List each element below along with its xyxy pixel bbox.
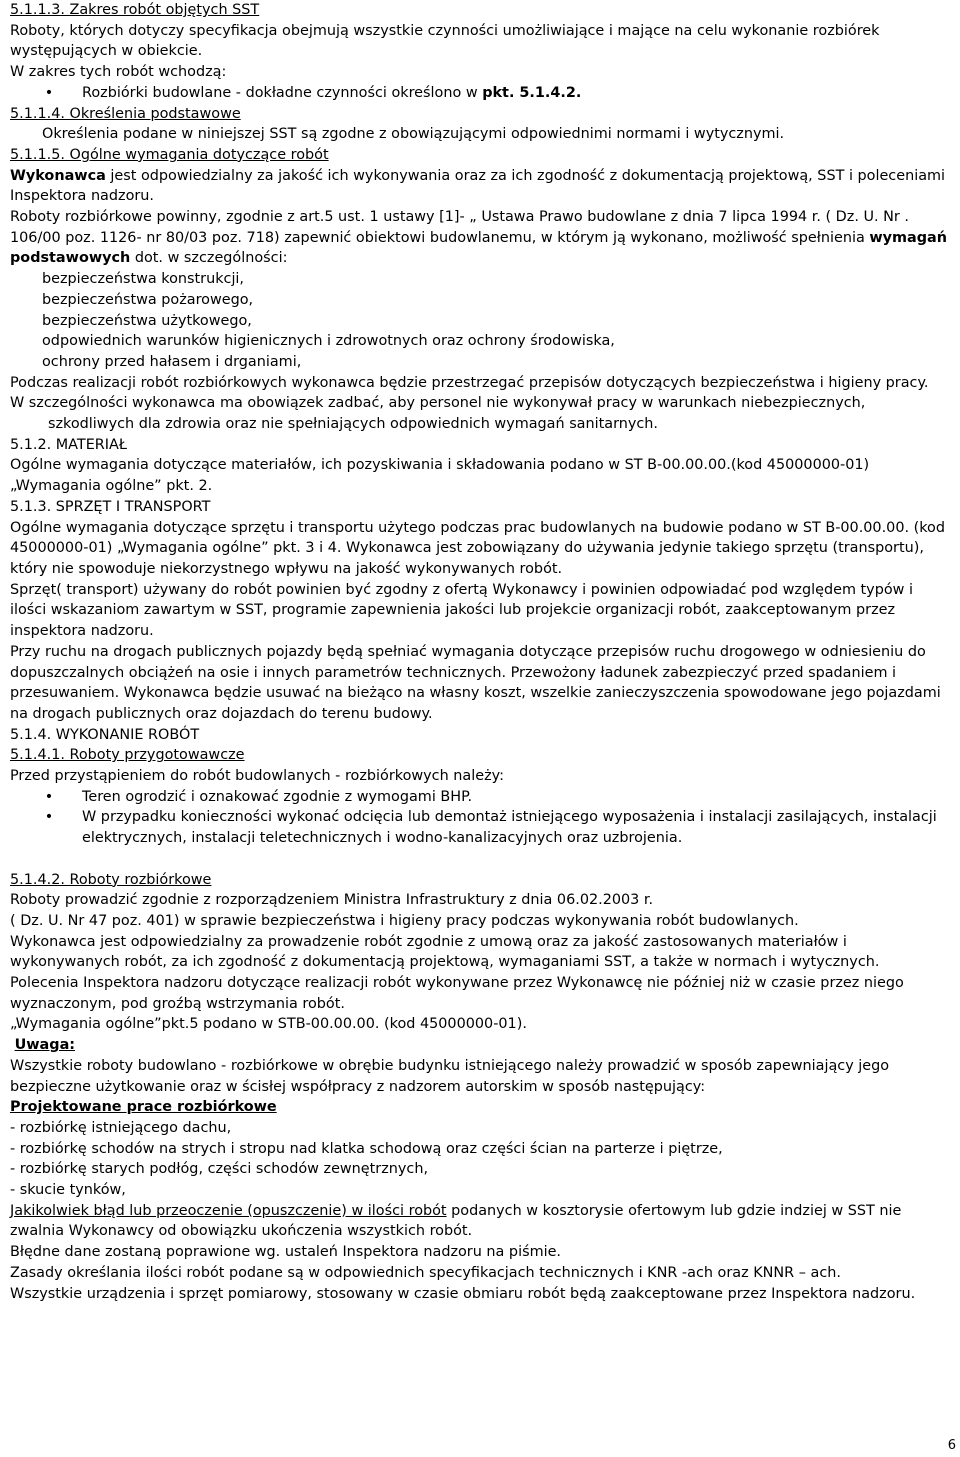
paragraph: Określenia podane w niniejszej SST są zgodne z obowiązującymi odpowiednimi normami i wytycznymi. xyxy=(42,126,785,143)
text: Roboty rozbiórkowe powinny, zgodnie z art.5 ust. 1 ustawy [1]- „ Ustawa Prawo budowlane z dnia 7 lipca 1994 r. ( Dz. U. Nr . 106/00 poz. 1126- nr 80/03 poz. 718) zapewnić obiektowi budowlanemu, w którym ją wykonano, możliwość spełnienia xyxy=(10,209,909,246)
underlined-text: Jakikolwiek błąd lub przeoczenie (opuszczenie) w ilości robót xyxy=(10,1202,447,1219)
list-item-text: Teren ogrodzić i oznakować zgodnie z wymogami BHP. xyxy=(82,788,473,805)
paragraph: ( Dz. U. Nr 47 poz. 401) w sprawie bezpieczeństwa i higieny pracy podczas wykonywania robót budowlanych. xyxy=(10,912,799,929)
bullet-icon: • xyxy=(44,809,54,826)
paragraph: Ogólne wymagania dotyczące materiałów, ich pozyskiwania i składowania podano w ST B-00.00.00.(kod 45000000-01) „Wymagania ogólne” pkt. 2. xyxy=(10,457,870,495)
paragraph: W zakres tych robót wchodzą: xyxy=(10,64,227,81)
paragraph: Ogólne wymagania dotyczące sprzętu i transportu użytego podczas prac budowlanych na budowie podano w ST B-00.00.00. (kod 45000000-01) „Wymagania ogólne” pkt. 3 i 4. Wykonawca jest zobowiązany do używania jedynie takiego sprzętu (transportu), który nie spowoduje niekorzystnego wpływu na jakość wykonywanych robót. xyxy=(10,519,945,577)
subsection-heading-5-1-4-1: 5.1.4.1. Roboty przygotowawcze xyxy=(10,747,245,764)
text: jest odpowiedzialny za jakość ich wykonywania oraz za ich zgodność z dokumentacją projektową, SST i poleceniami Inspektora nadzoru. xyxy=(10,167,946,205)
section-heading-5-1-3: 5.1.3. SPRZĘT I TRANSPORT xyxy=(10,498,211,515)
list-item xyxy=(10,787,950,808)
list-item: - skucie tynków, xyxy=(10,1182,126,1199)
paragraph: Przed przystąpieniem do robót budowlanych - rozbiórkowych należy: xyxy=(10,768,504,785)
list-item-text: Rozbiórki budowlane - dokładne czynności określono w xyxy=(82,84,483,101)
list-item-bold-ref: pkt. 5.1.4.2. xyxy=(482,84,582,101)
paragraph: Sprzęt( transport) używany do robót powinien być zgodny z ofertą Wykonawcy i powinien odpowiadać pod względem typów i ilości wskazaniom zawartym w SST, programie zapewnienia jakości lub projekcie organizacji robót, zaakceptowanym przez inspektora nadzoru. xyxy=(10,581,913,640)
bold-term: Wykonawca xyxy=(10,167,106,184)
indented-item: ochrony przed hałasem i drganiami, xyxy=(42,353,302,370)
paragraph: Wszystkie roboty budowlano - rozbiórkowe w obrębie budynku istniejącego należy prowadzić w sposób zapewniający jego bezpieczne użytkowanie oraz w ścisłej współpracy z nadzorem autorskim w sposób następujący: xyxy=(10,1057,890,1095)
paragraph xyxy=(10,207,950,269)
section-heading-5-1-1-5: 5.1.1.5. Ogólne wymagania dotyczące robót xyxy=(10,146,329,163)
bullet-list xyxy=(10,83,950,104)
paragraph xyxy=(10,1201,950,1242)
indented-item: bezpieczeństwa użytkowego, xyxy=(42,312,252,329)
list-item-text: W przypadku konieczności wykonać odcięcia lub demontaż istniejącego wyposażenia i instalacji zasilających, instalacji elektrycznych, instalacji teletechnicznych i wodno-kanalizacyjnych oraz uzbrojenia. xyxy=(82,809,937,847)
paragraph: Błędne dane zostaną poprawione wg. ustaleń Inspektora nadzoru na piśmie. xyxy=(10,1244,562,1261)
section-heading-5-1-1-4: 5.1.1.4. Określenia podstawowe xyxy=(10,105,241,122)
list-item xyxy=(10,807,950,848)
bold-term: wymagań podstawowych xyxy=(10,229,947,267)
bullet-icon: • xyxy=(44,84,54,101)
section-heading-5-1-1-3: 5.1.1.3. Zakres robót objętych SST xyxy=(10,2,260,18)
uwaga-line xyxy=(10,1035,950,1056)
paragraph xyxy=(10,166,950,207)
section-heading-5-1-4: 5.1.4. WYKONANIE ROBÓT xyxy=(10,726,200,743)
indented-item: bezpieczeństwa konstrukcji, xyxy=(42,271,245,288)
bullet-list xyxy=(10,787,950,849)
indented-item: bezpieczeństwa pożarowego, xyxy=(42,291,254,308)
section-heading-5-1-2: 5.1.2. MATERIAŁ xyxy=(10,436,127,453)
paragraph: Roboty prowadzić zgodnie z rozporządzeniem Ministra Infrastruktury z dnia 06.02.2003 r. xyxy=(10,892,654,909)
paragraph: Zasady określania ilości robót podane są w odpowiednich specyfikacjach technicznych i KNR -ach oraz KNNR – ach. xyxy=(10,1264,841,1281)
text: podanych w kosztorysie ofertowym lub gdzie indziej w SST nie zwalnia Wykonawcy od obowiązku ukończenia wszystkich robót. xyxy=(10,1202,902,1240)
uwaga-label: Uwaga: xyxy=(14,1037,76,1054)
paragraph: W szczególności wykonawca ma obowiązek zadbać, aby personel nie wykonywał pracy w warunkach niebezpiecznych, szkodliwych dla zdrowia oraz nie spełniających odpowiednich wymagań sanitarnych. xyxy=(10,395,866,433)
page-number: 6 xyxy=(947,1438,956,1453)
list-item: - rozbiórkę istniejącego dachu, xyxy=(10,1119,232,1136)
paragraph: Wykonawca jest odpowiedzialny za prowadzenie robót zgodnie z umową oraz za jakość zastosowanych materiałów i wykonywanych robót, za ich zgodność z dokumentacją projektową, wymaganiami SST, a także w normach i wytycznych. xyxy=(10,933,880,971)
paragraph: Polecenia Inspektora nadzoru dotyczące realizacji robót wykonywane przez Wykonawcę nie później niż w czasie przez niego wyznaczonym, pod groźbą wstrzymania robót. xyxy=(10,975,904,1012)
subsection-heading-5-1-4-2: 5.1.4.2. Roboty rozbiórkowe xyxy=(10,871,212,888)
text: dot. w szczególności: xyxy=(130,250,288,267)
list-item: - rozbiórkę schodów na strych i stropu nad klatka schodową oraz części ścian na parterze i piętrze, xyxy=(10,1140,723,1157)
section-heading-projektowane: Projektowane prace rozbiórkowe xyxy=(10,1099,277,1116)
spacer xyxy=(10,849,950,870)
bullet-icon: • xyxy=(44,788,54,805)
list-item xyxy=(10,83,950,104)
document-page xyxy=(10,0,950,1304)
list-item: - rozbiórkę starych podłóg, części schodów zewnętrznych, xyxy=(10,1161,429,1178)
indented-item: odpowiednich warunków higienicznych i zdrowotnych oraz ochrony środowiska, xyxy=(42,333,615,350)
paragraph: Przy ruchu na drogach publicznych pojazdy będą spełniać wymagania dotyczące przepisów ruchu drogowego w odniesieniu do dopuszczalnych obciążeń na osie i innych parametrów technicznych. Przewożony ładunek zabezpieczyć przed spadaniem i przesuwaniem. Wykonawca będzie usuwać na bieżąco na własny koszt, wszelkie zanieczyszczenia spowodowane jego pojazdami na drogach publicznych oraz dojazdach do terenu budowy. xyxy=(10,643,941,722)
paragraph: Roboty, których dotyczy specyfikacja obejmują wszystkie czynności umożliwiające i mające na celu wykonanie rozbiórek występujących w obiekcie. xyxy=(10,22,880,60)
paragraph: Wszystkie urządzenia i sprzęt pomiarowy, stosowany w czasie obmiaru robót będą zaakceptowane przez Inspektora nadzoru. xyxy=(10,1285,916,1302)
paragraph: Podczas realizacji robót rozbiórkowych wykonawca będzie przestrzegać przepisów dotyczących bezpieczeństwa i higieny pracy. xyxy=(10,374,929,391)
paragraph: „Wymagania ogólne”pkt.5 podano w STB-00.00.00. (kod 45000000-01). xyxy=(10,1016,527,1033)
